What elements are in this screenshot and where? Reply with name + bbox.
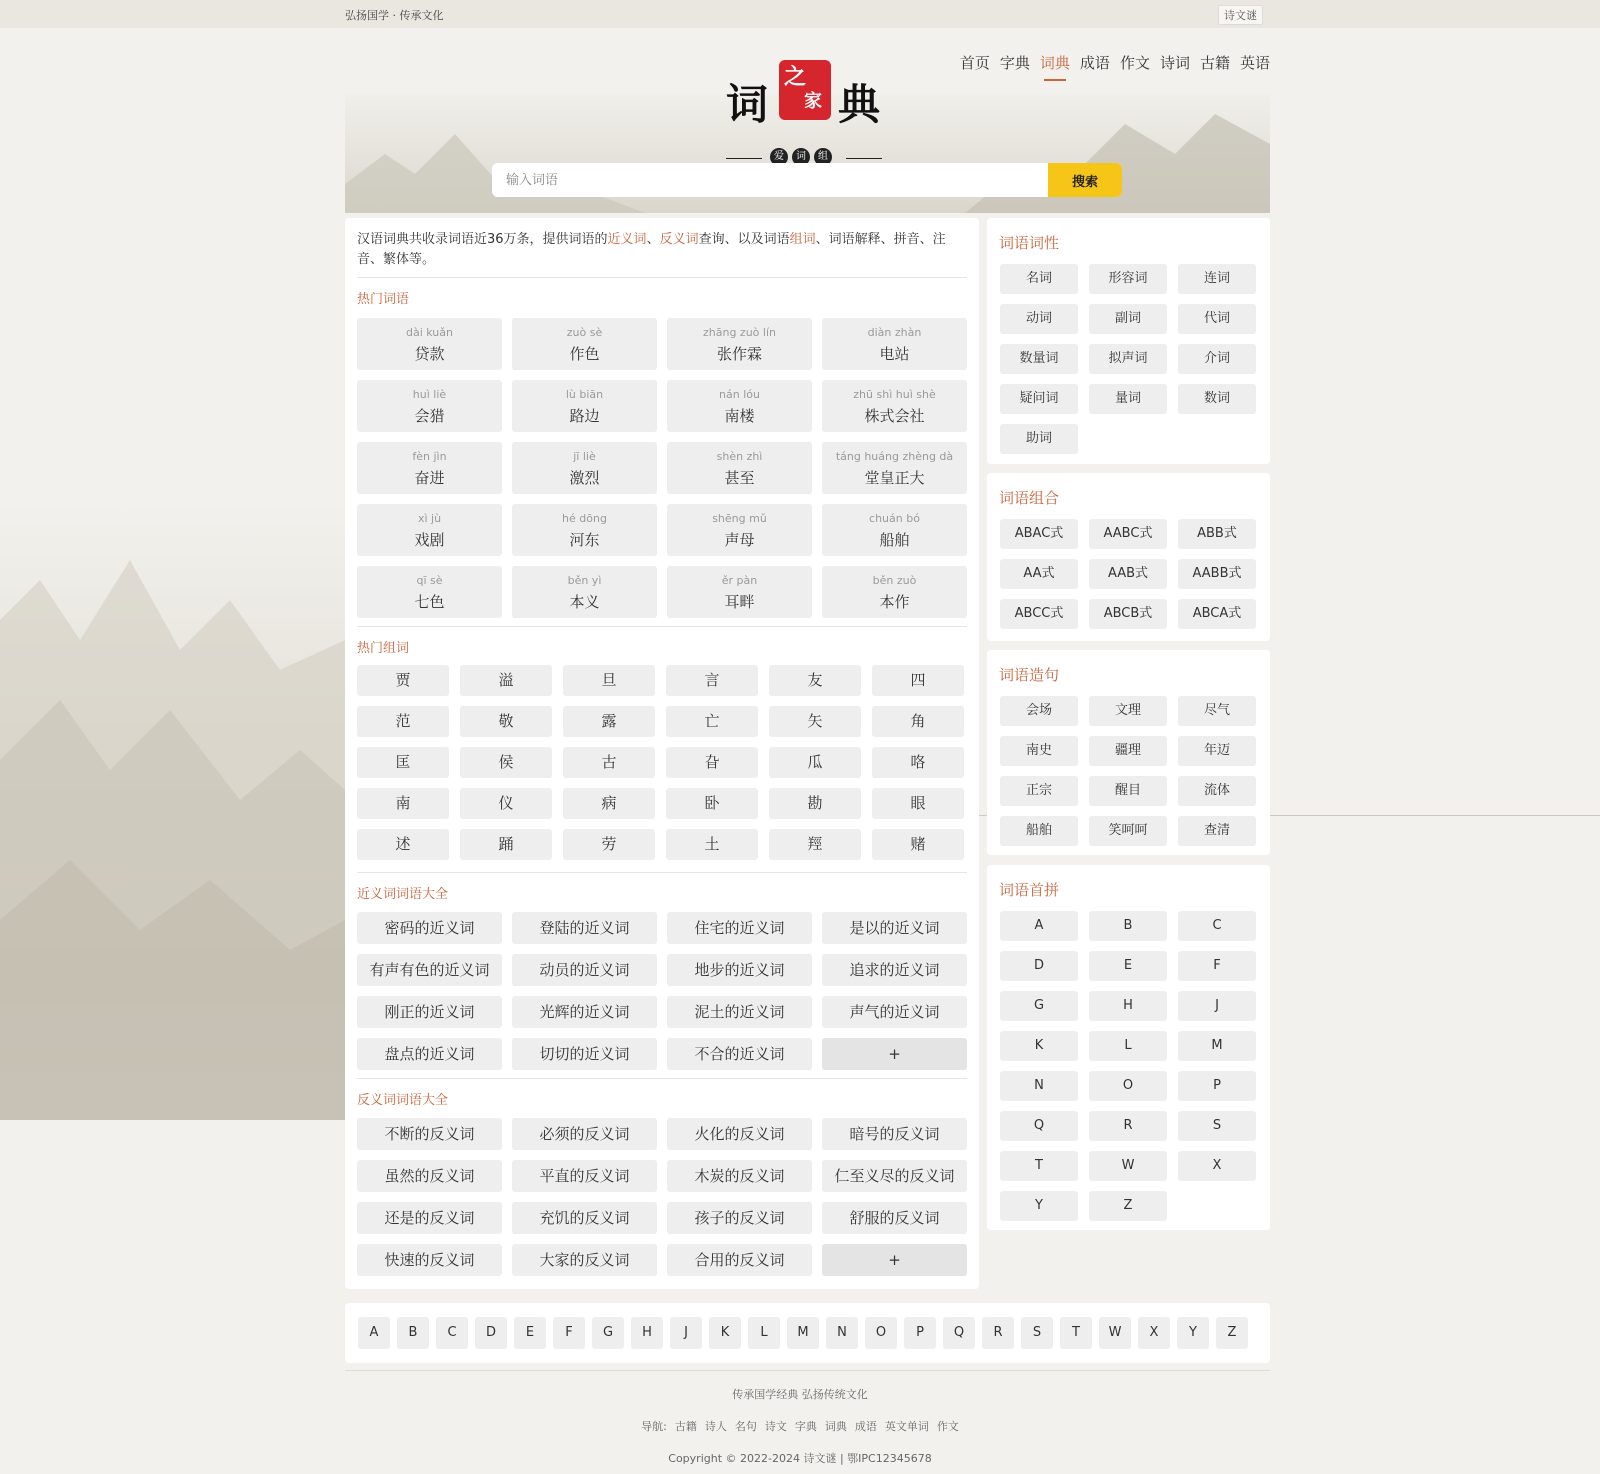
letter-link[interactable]: O — [865, 1317, 897, 1349]
initial-tag[interactable]: B — [1089, 911, 1167, 941]
panel-combo — [987, 473, 1270, 641]
antonym-link[interactable]: 木炭的反义词 — [667, 1160, 812, 1192]
hot-char-item[interactable]: 踊 — [460, 829, 552, 860]
initial-tag[interactable]: R — [1089, 1111, 1167, 1141]
word-text: 会猎 — [414, 407, 445, 425]
logo-char: 词 — [726, 80, 769, 129]
initial-tag[interactable]: S — [1178, 1111, 1256, 1141]
word-pinyin: xì jù — [417, 512, 442, 525]
word-text: 电站 — [879, 345, 910, 363]
initial-tag[interactable]: P — [1178, 1071, 1256, 1101]
initial-tag[interactable]: Q — [1000, 1111, 1078, 1141]
logo-char: 典 — [838, 80, 881, 129]
hot-word-card[interactable] — [822, 504, 967, 556]
footer-nav-link[interactable]: 诗文 — [764, 1420, 787, 1433]
initial-tag[interactable]: J — [1178, 991, 1256, 1021]
word-pinyin: huì liè — [412, 388, 447, 401]
sentence-tag[interactable]: 正宗 — [1000, 776, 1078, 806]
word-pinyin: shēng mǔ — [712, 512, 767, 525]
search-input[interactable] — [492, 163, 1052, 197]
hot-word-card[interactable] — [512, 504, 657, 556]
letter-link[interactable]: Q — [943, 1317, 975, 1349]
site-slogan: 弘扬国学 · 传承文化 — [345, 9, 444, 22]
hot-word-card[interactable] — [512, 318, 657, 370]
nav-yingyu[interactable]: 英语 — [1239, 54, 1270, 72]
word-pinyin: zuò sè — [566, 326, 603, 339]
letter-link[interactable]: S — [1021, 1317, 1053, 1349]
combo-tag[interactable]: AAB式 — [1089, 559, 1167, 589]
synonym-link[interactable]: 登陆的近义词 — [512, 912, 657, 944]
header — [345, 28, 1270, 213]
antonym-link[interactable]: 必须的反义词 — [512, 1118, 657, 1150]
hot-char-item[interactable]: 旮 — [666, 747, 758, 778]
combo-tag[interactable]: ABCB式 — [1089, 599, 1167, 629]
brand-link[interactable]: 诗文谜 — [1218, 5, 1263, 25]
hot-char-item[interactable]: 矢 — [769, 706, 861, 737]
hot-chars-title: 热门组词 — [357, 641, 410, 656]
pos-tag[interactable]: 介词 — [1178, 344, 1256, 374]
footer-nav-link[interactable]: 字典 — [794, 1420, 817, 1433]
synonym-link[interactable]: 动员的近义词 — [512, 954, 657, 986]
antonym-link[interactable]: 充饥的反义词 — [512, 1202, 657, 1234]
pos-grid — [1000, 264, 1256, 454]
word-text: 甚至 — [724, 469, 755, 487]
hot-word-card[interactable] — [822, 442, 967, 494]
letter-row — [358, 1317, 1248, 1349]
hot-char-item[interactable]: 言 — [666, 665, 758, 696]
hot-chars-grid — [357, 665, 964, 860]
hot-char-item[interactable]: 咯 — [872, 747, 964, 778]
initial-tag[interactable]: W — [1089, 1151, 1167, 1181]
initial-tag[interactable]: C — [1178, 911, 1256, 941]
word-pinyin: dài kuǎn — [406, 326, 453, 339]
sentence-tag[interactable]: 南史 — [1000, 736, 1078, 766]
antonym-link[interactable]: 不断的反义词 — [357, 1118, 502, 1150]
hot-char-item[interactable]: 溢 — [460, 665, 552, 696]
word-text: 南楼 — [724, 407, 755, 425]
hot-char-item[interactable]: 范 — [357, 706, 449, 737]
synonym-link[interactable]: 声气的近义词 — [822, 996, 967, 1028]
combo-tag[interactable]: ABAC式 — [1000, 519, 1078, 549]
initial-tag[interactable]: Z — [1089, 1191, 1167, 1221]
word-pinyin: diàn zhàn — [867, 326, 922, 339]
footer-nav-link[interactable]: 词典 — [824, 1420, 847, 1433]
intro-link-synonym[interactable]: 近义词 — [607, 232, 647, 247]
intro-text — [357, 230, 967, 270]
letter-link[interactable]: Z — [1216, 1317, 1248, 1349]
logo-char: 家 — [804, 91, 822, 112]
synonym-title: 近义词词语大全 — [357, 887, 449, 902]
logo-char: 之 — [784, 64, 807, 90]
word-pinyin: lù biān — [565, 388, 604, 401]
hot-word-card[interactable] — [667, 318, 812, 370]
sentence-tag[interactable]: 疆理 — [1089, 736, 1167, 766]
word-text: 声母 — [724, 531, 755, 549]
word-pinyin: jī liè — [573, 450, 596, 463]
antonym-link[interactable]: 大家的反义词 — [512, 1244, 657, 1276]
word-pinyin: zhū shì huì shè — [853, 388, 936, 401]
intro-link-zuci[interactable]: 组词 — [789, 232, 816, 247]
letter-link[interactable]: A — [358, 1317, 390, 1349]
hot-word-card[interactable] — [512, 566, 657, 618]
sentence-tag[interactable]: 笑呵呵 — [1089, 816, 1167, 846]
hot-char-item[interactable]: 劳 — [563, 829, 655, 860]
nav-chengyu[interactable]: 成语 — [1079, 54, 1110, 72]
footer-slogan: 传承国学经典 弘扬传统文化 — [732, 1388, 868, 1401]
initial-tag[interactable]: E — [1089, 951, 1167, 981]
combo-tag[interactable]: ABCC式 — [1000, 599, 1078, 629]
initial-tag[interactable]: X — [1178, 1151, 1256, 1181]
hot-char-item[interactable]: 敬 — [460, 706, 552, 737]
hot-char-item[interactable]: 侯 — [460, 747, 552, 778]
antonym-link[interactable]: 暗号的反义词 — [822, 1118, 967, 1150]
antonym-link[interactable]: 快速的反义词 — [357, 1244, 502, 1276]
separator — [357, 277, 967, 278]
hot-char-item[interactable]: 旦 — [563, 665, 655, 696]
pos-tag[interactable]: 副词 — [1089, 304, 1167, 334]
initial-tag[interactable]: L — [1089, 1031, 1167, 1061]
antonym-link[interactable]: 平直的反义词 — [512, 1160, 657, 1192]
main-content — [345, 218, 979, 1289]
landscape-decoration — [0, 500, 345, 1120]
hot-words-title: 热门词语 — [357, 292, 410, 307]
logo-dot: 爱 — [770, 148, 788, 166]
synonym-link[interactable]: 追求的近义词 — [822, 954, 967, 986]
panel-sentence — [987, 650, 1270, 855]
footer-divider — [345, 1370, 1270, 1371]
hot-char-item[interactable]: 述 — [357, 829, 449, 860]
panel-title: 词语组合 — [999, 489, 1060, 507]
hot-char-item[interactable]: 古 — [563, 747, 655, 778]
word-text: 七色 — [414, 593, 445, 611]
hot-word-card[interactable] — [667, 566, 812, 618]
pos-tag[interactable]: 疑问词 — [1000, 384, 1078, 414]
hot-char-item[interactable]: 卧 — [666, 788, 758, 819]
synonym-link[interactable]: 是以的近义词 — [822, 912, 967, 944]
letter-link[interactable]: R — [982, 1317, 1014, 1349]
word-pinyin: ěr pàn — [721, 574, 758, 587]
antonym-link[interactable]: 火化的反义词 — [667, 1118, 812, 1150]
hot-char-item[interactable]: 贾 — [357, 665, 449, 696]
hot-char-item[interactable]: 仪 — [460, 788, 552, 819]
antonym-link[interactable]: 还是的反义词 — [357, 1202, 502, 1234]
nav-cidian[interactable]: 词典 — [1039, 54, 1070, 72]
combo-tag[interactable]: AABC式 — [1089, 519, 1167, 549]
word-text: 本义 — [569, 593, 600, 611]
synonym-link[interactable]: 有声有色的近义词 — [357, 954, 502, 986]
initial-tag[interactable]: M — [1178, 1031, 1256, 1061]
synonym-link[interactable]: 切切的近义词 — [512, 1038, 657, 1070]
letter-link[interactable]: P — [904, 1317, 936, 1349]
word-text: 作色 — [569, 345, 600, 363]
pos-tag[interactable]: 量词 — [1089, 384, 1167, 414]
hot-word-card[interactable] — [357, 380, 502, 432]
hot-word-card[interactable] — [357, 318, 502, 370]
antonym-title: 反义词词语大全 — [357, 1093, 449, 1108]
word-pinyin: běn zuò — [872, 574, 917, 587]
hot-word-card[interactable] — [667, 504, 812, 556]
pos-tag[interactable]: 数量词 — [1000, 344, 1078, 374]
initial-tag[interactable]: D — [1000, 951, 1078, 981]
separator — [357, 872, 967, 873]
sentence-tag[interactable]: 年迈 — [1178, 736, 1256, 766]
hot-word-card[interactable] — [667, 380, 812, 432]
pos-tag[interactable]: 动词 — [1000, 304, 1078, 334]
hot-words-grid — [357, 318, 967, 618]
footer-nav-link[interactable]: 英文单词 — [884, 1420, 929, 1433]
word-text: 张作霖 — [716, 345, 762, 363]
logo-line — [846, 158, 882, 159]
sentence-tag[interactable]: 会场 — [1000, 696, 1078, 726]
intro-link-antonym[interactable]: 反义词 — [659, 232, 699, 247]
letter-link[interactable]: C — [436, 1317, 468, 1349]
hot-char-item[interactable]: 友 — [769, 665, 861, 696]
letter-link[interactable]: H — [631, 1317, 663, 1349]
intro-part: 、 — [646, 232, 660, 247]
logo-line — [726, 158, 762, 159]
letter-link[interactable]: E — [514, 1317, 546, 1349]
antonym-link[interactable]: 合用的反义词 — [667, 1244, 812, 1276]
nav-shici[interactable]: 诗词 — [1159, 54, 1190, 72]
word-text: 贷款 — [414, 345, 445, 363]
initial-tag[interactable]: F — [1178, 951, 1256, 981]
word-text: 河东 — [569, 531, 600, 549]
synonym-link[interactable]: 密码的近义词 — [357, 912, 502, 944]
panel-pos — [987, 218, 1270, 464]
more-button[interactable]: + — [822, 1038, 967, 1070]
letter-index-bar — [345, 1303, 1270, 1363]
nav-zuowen[interactable]: 作文 — [1119, 54, 1150, 72]
panel-initial — [987, 865, 1270, 1230]
panel-title: 词语首拼 — [999, 881, 1060, 899]
combo-tag[interactable]: ABB式 — [1178, 519, 1256, 549]
sentence-tag[interactable]: 查清 — [1178, 816, 1256, 846]
footer-nav-label: 导航: — [641, 1420, 667, 1433]
word-pinyin: běn yì — [567, 574, 602, 587]
footer-nav-link[interactable]: 古籍 — [674, 1420, 697, 1433]
initial-tag[interactable]: Y — [1000, 1191, 1078, 1221]
hot-char-item[interactable]: 露 — [563, 706, 655, 737]
word-text: 本作 — [879, 593, 910, 611]
synonym-link[interactable]: 盘点的近义词 — [357, 1038, 502, 1070]
initial-tag[interactable]: A — [1000, 911, 1078, 941]
sentence-tag[interactable]: 醒目 — [1089, 776, 1167, 806]
hot-word-card[interactable] — [667, 442, 812, 494]
footer-nav-row — [0, 1418, 1600, 1434]
word-text: 耳畔 — [724, 593, 755, 611]
word-pinyin: shèn zhì — [716, 450, 763, 463]
letter-link[interactable]: F — [553, 1317, 585, 1349]
synonym-link[interactable]: 不合的近义词 — [667, 1038, 812, 1070]
hot-word-card[interactable] — [822, 380, 967, 432]
initial-tag[interactable]: T — [1000, 1151, 1078, 1181]
antonym-link[interactable]: 舒服的反义词 — [822, 1202, 967, 1234]
intro-part: 汉语词典共收录词语近36万条，提供词语的 — [357, 232, 608, 247]
hot-char-item[interactable]: 土 — [666, 829, 758, 860]
letter-link[interactable]: L — [748, 1317, 780, 1349]
separator — [357, 626, 967, 627]
antonym-grid — [357, 1118, 967, 1276]
initial-tag[interactable]: O — [1089, 1071, 1167, 1101]
synonym-link[interactable]: 住宅的近义词 — [667, 912, 812, 944]
word-pinyin: nán lóu — [719, 388, 760, 401]
word-text: 堂皇正大 — [864, 469, 925, 487]
hot-char-item[interactable]: 角 — [872, 706, 964, 737]
synonym-grid — [357, 912, 967, 1070]
sentence-tag[interactable]: 尽气 — [1178, 696, 1256, 726]
search-bar — [492, 163, 1122, 197]
hot-word-card[interactable] — [357, 504, 502, 556]
hot-char-item[interactable]: 勘 — [769, 788, 861, 819]
word-pinyin: fèn jìn — [412, 450, 447, 463]
top-bar — [0, 0, 1600, 28]
search-button[interactable]: 搜索 — [1048, 163, 1122, 197]
pos-tag[interactable]: 助词 — [1000, 424, 1078, 454]
panel-title: 词语造句 — [999, 666, 1060, 684]
hot-char-item[interactable]: 赌 — [872, 829, 964, 860]
antonym-link[interactable]: 虽然的反义词 — [357, 1160, 502, 1192]
footer-copyright: Copyright © 2022-2024 诗文谜 | 鄂IPC12345678 — [668, 1452, 932, 1465]
letter-link[interactable]: D — [475, 1317, 507, 1349]
hot-char-item[interactable]: 南 — [357, 788, 449, 819]
word-pinyin: qī sè — [416, 574, 443, 587]
word-pinyin: táng huáng zhèng dà — [835, 450, 954, 463]
word-text: 戏剧 — [414, 531, 445, 549]
letter-link[interactable]: T — [1060, 1317, 1092, 1349]
hot-word-card[interactable] — [357, 442, 502, 494]
letter-link[interactable]: N — [826, 1317, 858, 1349]
hot-word-card[interactable] — [822, 566, 967, 618]
initial-tag[interactable]: H — [1089, 991, 1167, 1021]
hot-word-card[interactable] — [357, 566, 502, 618]
synonym-link[interactable]: 刚正的近义词 — [357, 996, 502, 1028]
word-text: 株式会社 — [864, 407, 925, 425]
synonym-link[interactable]: 地步的近义词 — [667, 954, 812, 986]
initial-tag[interactable]: N — [1000, 1071, 1078, 1101]
word-text: 路边 — [569, 407, 600, 425]
logo-dot: 组 — [814, 148, 832, 166]
word-pinyin: hé dōng — [562, 512, 607, 525]
pos-tag[interactable]: 拟声词 — [1089, 344, 1167, 374]
hot-char-item[interactable]: 四 — [872, 665, 964, 696]
letter-link[interactable]: Y — [1177, 1317, 1209, 1349]
nav-zidian[interactable]: 字典 — [999, 54, 1030, 72]
hot-char-item[interactable]: 病 — [563, 788, 655, 819]
antonym-link[interactable]: 孩子的反义词 — [667, 1202, 812, 1234]
pos-tag[interactable]: 形容词 — [1089, 264, 1167, 294]
site-logo[interactable] — [726, 54, 896, 174]
hot-word-card[interactable] — [822, 318, 967, 370]
main-nav — [960, 52, 1270, 73]
letter-link[interactable]: X — [1138, 1317, 1170, 1349]
footer-nav-link[interactable]: 诗人 — [704, 1420, 727, 1433]
word-text: 激烈 — [569, 469, 600, 487]
combo-tag[interactable]: AABB式 — [1178, 559, 1256, 589]
word-pinyin: chuán bó — [869, 512, 920, 525]
hot-char-item[interactable]: 匡 — [357, 747, 449, 778]
combo-tag[interactable]: AA式 — [1000, 559, 1078, 589]
word-pinyin: zhāng zuò lín — [703, 326, 776, 339]
pos-tag[interactable]: 代词 — [1178, 304, 1256, 334]
logo-dot: 词 — [792, 148, 810, 166]
pos-tag[interactable]: 连词 — [1178, 264, 1256, 294]
hot-word-card[interactable] — [512, 442, 657, 494]
synonym-link[interactable]: 光辉的近义词 — [512, 996, 657, 1028]
initial-grid — [1000, 911, 1256, 1221]
synonym-link[interactable]: 泥土的近义词 — [667, 996, 812, 1028]
nav-guji[interactable]: 古籍 — [1199, 54, 1230, 72]
pos-tag[interactable]: 名词 — [1000, 264, 1078, 294]
pos-tag[interactable]: 数词 — [1178, 384, 1256, 414]
more-button[interactable]: + — [822, 1244, 967, 1276]
initial-tag[interactable]: K — [1000, 1031, 1078, 1061]
letter-link[interactable]: B — [397, 1317, 429, 1349]
combo-grid — [1000, 519, 1256, 629]
sentence-tag[interactable]: 文理 — [1089, 696, 1167, 726]
letter-link[interactable]: K — [709, 1317, 741, 1349]
intro-part: 查询、以及词语 — [698, 232, 790, 247]
word-text: 奋进 — [414, 469, 445, 487]
letter-link[interactable]: W — [1099, 1317, 1131, 1349]
hot-char-item[interactable]: 羥 — [769, 829, 861, 860]
footer-nav-link[interactable]: 成语 — [854, 1420, 877, 1433]
hot-char-item[interactable]: 瓜 — [769, 747, 861, 778]
hot-char-item[interactable]: 亡 — [666, 706, 758, 737]
intro-part: 、词语解释、拼音、注音、繁体等。 — [357, 232, 946, 267]
separator — [357, 1078, 967, 1079]
hot-word-card[interactable] — [512, 380, 657, 432]
sentence-tag[interactable]: 船舶 — [1000, 816, 1078, 846]
footer-nav-link[interactable]: 名句 — [734, 1420, 757, 1433]
combo-tag[interactable]: ABCA式 — [1178, 599, 1256, 629]
letter-link[interactable]: M — [787, 1317, 819, 1349]
panel-title: 词语词性 — [999, 234, 1060, 252]
letter-link[interactable]: J — [670, 1317, 702, 1349]
initial-tag[interactable]: G — [1000, 991, 1078, 1021]
sentence-tag[interactable]: 流体 — [1178, 776, 1256, 806]
sentence-grid — [1000, 696, 1256, 846]
letter-link[interactable]: G — [592, 1317, 624, 1349]
footer-nav-link[interactable]: 作文 — [936, 1420, 959, 1433]
nav-home[interactable]: 首页 — [959, 54, 990, 72]
hot-char-item[interactable]: 眼 — [872, 788, 964, 819]
word-text: 船舶 — [879, 531, 910, 549]
antonym-link[interactable]: 仁至义尽的反义词 — [822, 1160, 967, 1192]
